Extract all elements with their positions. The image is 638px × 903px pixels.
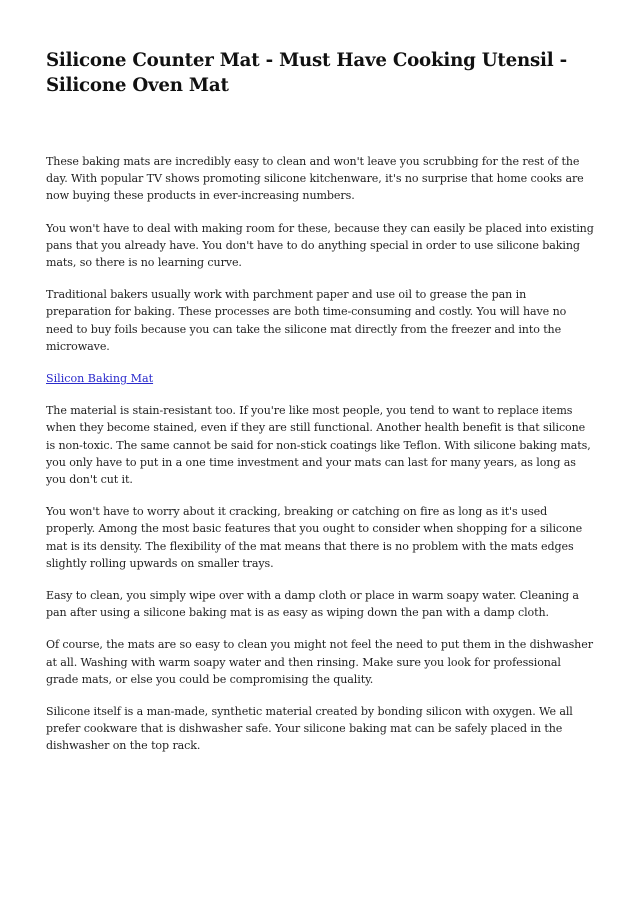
- document-title: Silicone Counter Mat - Must Have Cooking Utensil - Silicone Oven Mat: [46, 50, 567, 96]
- paragraph-7: Of course, the mats are so easy to clean you might not feel the need to put them in the dishwasher at all. Washing with warm soapy water and then rinsing. Make sure you look for professional grade mats, or else you could be compromising the quality.: [46, 638, 593, 686]
- silicon-baking-mat-link[interactable]: Silicon Baking Mat: [46, 372, 154, 386]
- link-paragraph: [46, 370, 594, 387]
- paragraph-6: Easy to clean, you simply wipe over with a damp cloth or place in warm soapy water. Cleaning a pan after using a silicone baking mat is as easy as wiping down the pan with a damp cloth.: [46, 589, 579, 620]
- paragraph-5: You won't have to worry about it cracking, breaking or catching on fire as long as it's used properly. Among the most basic features that you ought to consider when shopping for a silicone mat is its density. The flexibility of the mat means that there is no problem with the mats edges slightly rolling upwards on smaller trays.: [46, 505, 583, 570]
- paragraph-3: Traditional bakers usually work with parchment paper and use oil to grease the pan in preparation for baking. These processes are both time-consuming and costly. You will have no need to buy foils because you can take the silicone mat directly from the freezer and into the microwave.: [46, 288, 567, 353]
- document-body: [46, 153, 594, 755]
- document-page: [46, 48, 594, 770]
- paragraph-8: Silicone itself is a man-made, synthetic material created by bonding silicon with oxygen. We all prefer cookware that is dishwasher safe. Your silicone baking mat can be safely placed in the dishwasher on the top rack.: [46, 705, 573, 753]
- paragraph-1: These baking mats are incredibly easy to clean and won't leave you scrubbing for the rest of the day. With popular TV shows promoting silicone kitchenware, it's no surprise that home cooks are now buying these products in ever-increasing numbers.: [46, 155, 584, 203]
- paragraph-2: You won't have to deal with making room for these, because they can easily be placed into existing pans that you already have. You don't have to do anything special in order to use silicone baking mats, so there is no learning curve.: [46, 221, 594, 270]
- paragraph-4: The material is stain-resistant too. If you're like most people, you tend to want to replace items when they become stained, even if they are still functional. Another health benefit is that silicone is non-toxic. The same cannot be said for non-stick coatings like Teflon. With silicone baking mats, you only have to put in a one time investment and your mats can last for many years, as long as you don't cut it.: [46, 404, 591, 487]
